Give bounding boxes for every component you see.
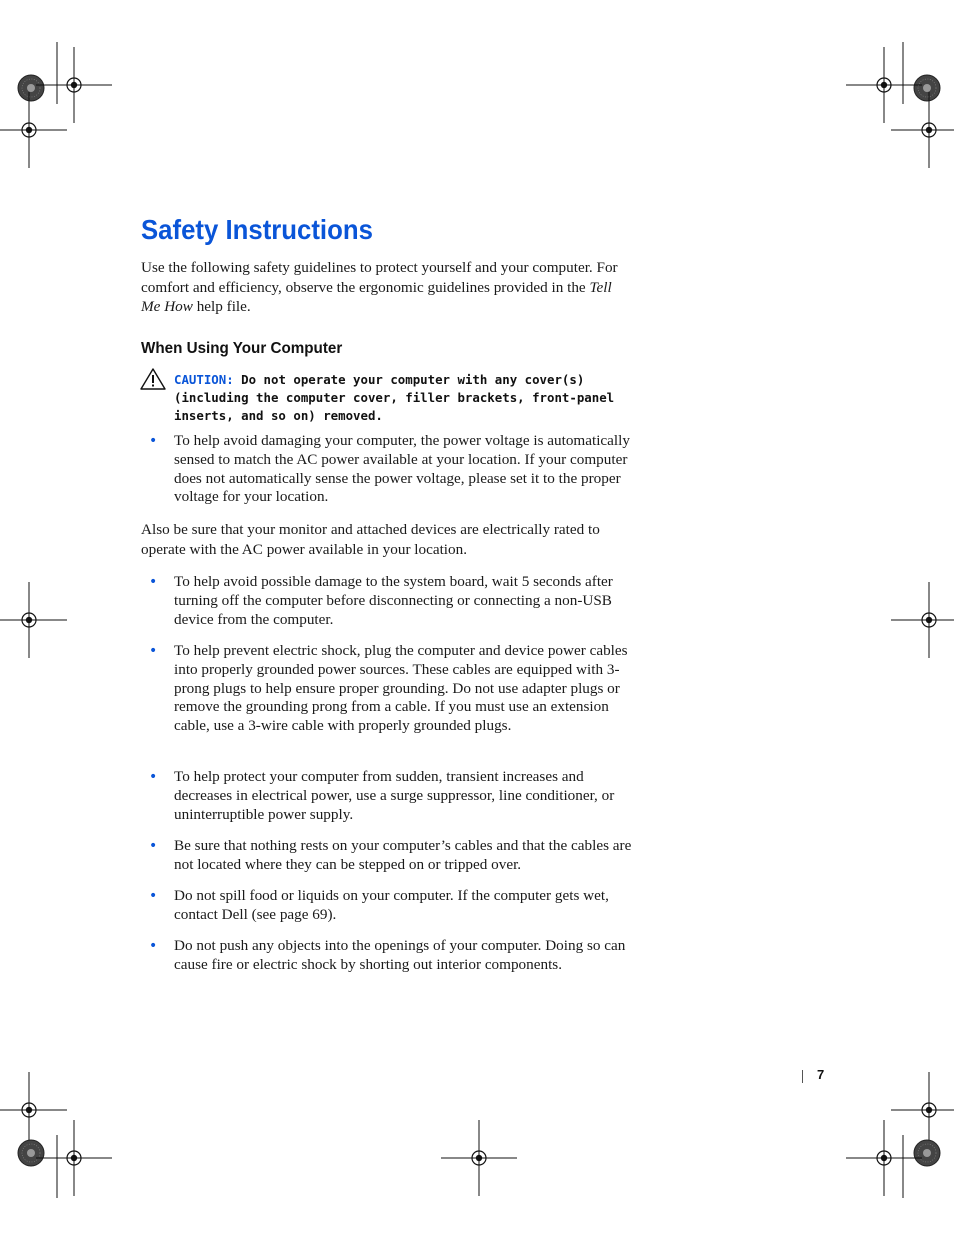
voltage-paragraph: Also be sure that your monitor and attached devices are electrically rated to operate with the AC power available in your location. [141,521,600,558]
page-number-divider [802,1070,803,1083]
bullet-icon: • [149,574,158,590]
caution-note [174,371,644,424]
list-item: To help avoid damaging your computer, the power voltage is automatically sensed to match the AC power available at your location. If your computer does not automatically sense the power voltage, please set it to the proper voltage for your location. [174,432,630,506]
help-file-name: Tell Me How [141,278,612,315]
list-item: To help protect your computer from sudden, transient increases and decreases in electrical power, use a surge suppressor, line conditioner, or uninterruptible power supply. [174,768,615,823]
list-item: Be sure that nothing rests on your computer’s cables and that the cables are not located where they can be stepped on or tripped over. [174,837,632,873]
bullet-icon: • [149,838,158,854]
intro-paragraph [141,258,633,317]
list-item: To help avoid possible damage to the system board, wait 5 seconds after turning off the computer before disconnecting or connecting a non-USB device from the computer. [174,573,613,628]
page-title: Safety Instructions [141,214,373,245]
page-number: 7 [817,1067,825,1082]
intro-text-start: Use the following safety guidelines to protect yourself and your computer. For comfort and efficiency, observe the ergonomic guidelines provided in the [141,259,618,296]
caution-label: CAUTION: [174,372,234,387]
bullet-icon: • [149,433,158,449]
caution-warning-icon [139,367,167,391]
list-item: Do not push any objects into the openings of your computer. Doing so can cause fire or electric shock by shorting out interior components. [174,937,626,973]
intro-text-end: help file. [192,298,251,315]
bullet-icon: • [149,888,158,904]
bullet-icon: • [149,938,158,954]
bullet-icon: • [149,643,158,659]
list-item: Do not spill food or liquids on your computer. If the computer gets wet, contact Dell (see page 69). [174,887,609,923]
caution-text: Do not operate your computer with any cover(s) (including the computer cover, filler brackets, front-panel inserts, and so on) removed. [174,372,615,423]
list-item: To help prevent electric shock, plug the computer and device power cables into properly grounded power sources. These cables are equipped with 3-prong plugs to help ensure proper grounding. Do not use adapter plugs or remove the grounding prong from a cable. If you must use an extension cable, use a 3-wire cable with properly grounded plugs. [174,642,628,735]
bullet-icon: • [149,769,158,785]
section-heading: When Using Your Computer [141,340,343,357]
